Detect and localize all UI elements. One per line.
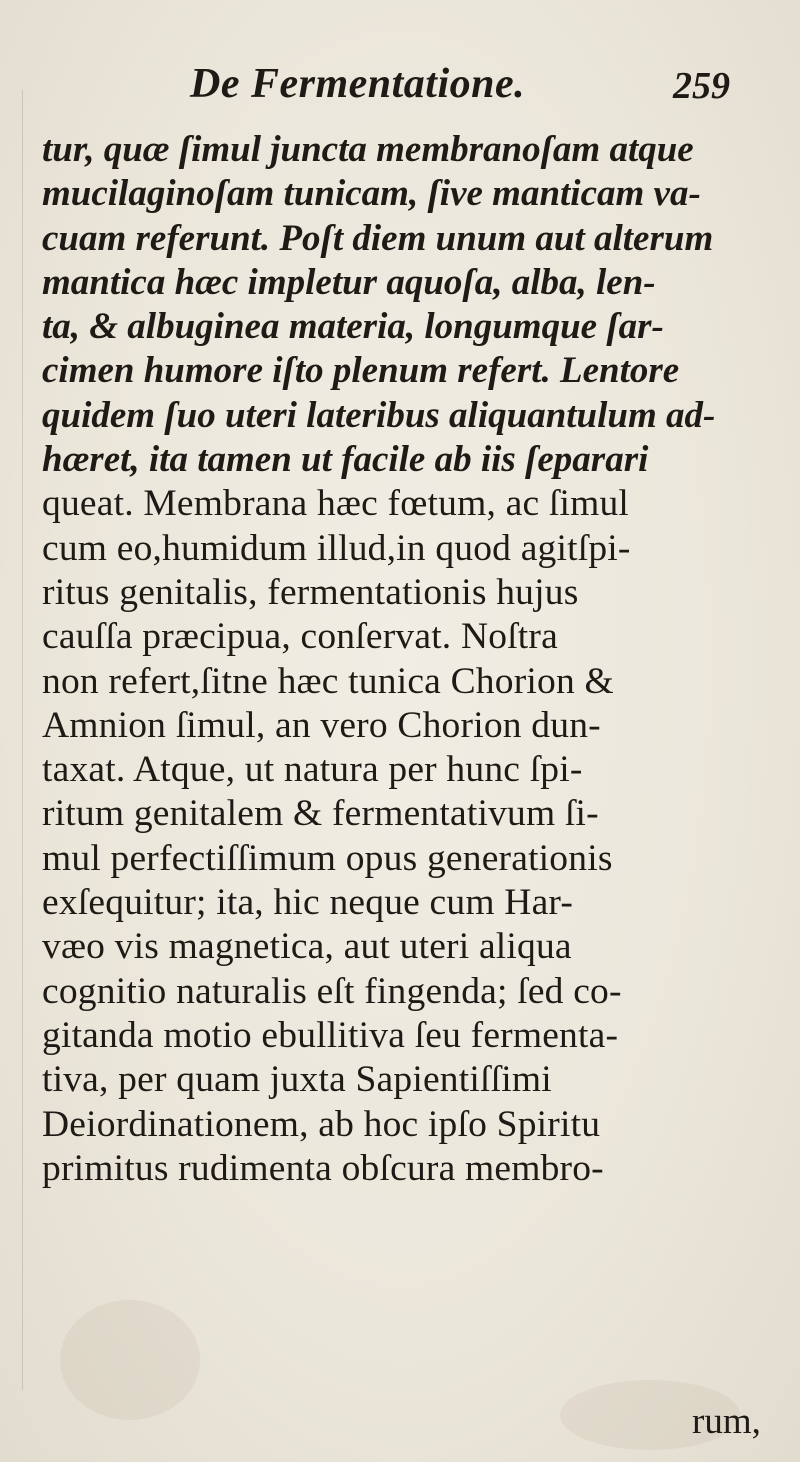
- text-line: Deiordinationem, ab hoc ipſo Spiritu: [42, 1103, 601, 1145]
- text-line: ritus genitalis, fermentationis hujus: [42, 571, 579, 613]
- text-line: ta, & albuginea materia, longumque ſar-: [42, 306, 664, 348]
- text-line: mantica hæc impletur aquoſa, alba, len-: [42, 261, 656, 303]
- text-line: cauſſa præcipua, conſervat. Noſtra: [42, 616, 558, 658]
- paper-stain: [60, 1300, 200, 1420]
- text-line: mucilaginoſam tunicam, ſive manticam va-: [42, 173, 701, 215]
- inner-margin-edge: [22, 90, 23, 1390]
- text-line: non refert,ſitne hæc tunica Chorion &: [42, 660, 614, 702]
- text-line: cognitio naturalis eſt fingenda; ſed co-: [42, 970, 622, 1012]
- text-line: queat. Membrana hæc fœtum, ac ſimul: [42, 483, 630, 525]
- text-line: mul perfectiſſimum opus generationis: [42, 837, 613, 879]
- text-line: quidem ſuo uteri lateribus aliquantulum ad-: [42, 394, 716, 436]
- text-line: tiva, per quam juxta Sapientiſſimi: [42, 1059, 552, 1101]
- text-line: cum eo,humidum illud,in quod agitſpi-: [42, 527, 631, 569]
- text-line: gitanda motio ebullitiva ſeu fermenta-: [42, 1014, 619, 1056]
- text-line: væo vis magnetica, aut uteri aliqua: [42, 926, 572, 968]
- text-line: primitus rudimenta obſcura membro-: [42, 1147, 604, 1189]
- running-head: [190, 60, 730, 116]
- page-number: 259: [673, 65, 730, 107]
- text-line: Amnion ſimul, an vero Chorion dun-: [42, 704, 601, 746]
- text-line: taxat. Atque, ut natura per hunc ſpi-: [42, 749, 583, 791]
- text-line: cimen humore iſto plenum refert. Lentore: [42, 350, 680, 392]
- running-head-title: De Fermentatione.: [190, 61, 526, 107]
- text-line: exſequitur; ita, hic neque cum Har-: [42, 882, 574, 924]
- text-line: ritum genitalem & fermentativum ſi-: [42, 793, 599, 835]
- text-line: tur, quæ ſimul juncta membranoſam atque: [42, 129, 694, 170]
- catchword: rum,: [692, 1401, 761, 1442]
- text-line: cuam referunt. Poſt diem unum aut alterum: [42, 217, 714, 259]
- body-text: [42, 128, 742, 1191]
- text-line: hæret, ita tamen ut facile ab iis ſeparari: [42, 439, 649, 481]
